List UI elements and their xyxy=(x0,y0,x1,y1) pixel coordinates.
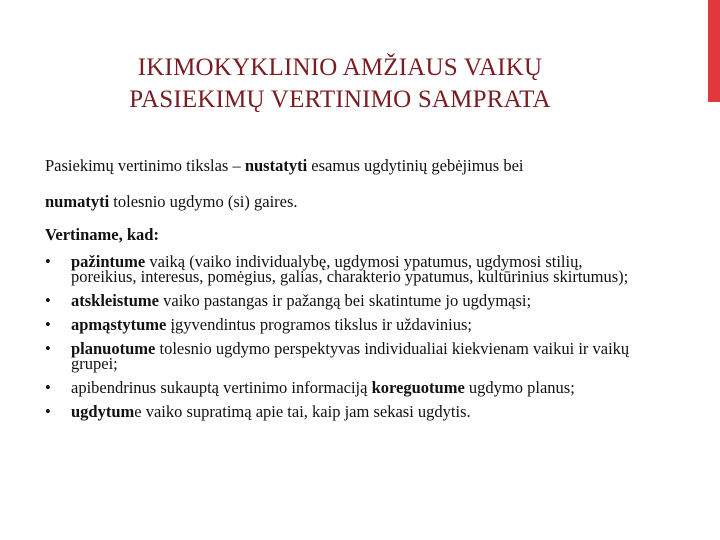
intro-text-1: Pasiekimų vertinimo tikslas – xyxy=(45,156,245,175)
intro-bold-1: nustatyti xyxy=(244,156,308,175)
title-line-2: PASIEKIMŲ VERTINIMO SAMPRATA xyxy=(129,86,551,113)
intro-text-3: tolesnio ugdymo (si) gaires. xyxy=(109,192,298,211)
item-text: įgyvendintus programos tikslus ir uždavinius; xyxy=(166,315,473,334)
bullet-icon: • xyxy=(45,339,51,358)
item-keyword: koreguotume xyxy=(371,378,465,397)
item-text: e vaiko supratimą apie tai, kaip jam sekasi ugdytis. xyxy=(134,402,471,421)
accent-bar xyxy=(708,0,720,102)
lead-text: Vertiname, kad: xyxy=(45,225,159,244)
item-text: ugdymo planus; xyxy=(464,378,575,397)
bullet-list xyxy=(45,254,635,428)
item-text: vaiko pastangas ir pažangą bei skatintume jo ugdymąsi; xyxy=(159,291,532,310)
title-line-1: IKIMOKYKLINIO AMŽIAUS VAIKŲ xyxy=(137,54,543,81)
item-keyword: apmąstytume xyxy=(71,315,167,334)
item-keyword: ugdytum xyxy=(71,402,135,421)
bullet-icon: • xyxy=(45,402,51,421)
list-item xyxy=(45,293,635,308)
list-item xyxy=(45,341,635,371)
item-pre-text: apibendrinus sukauptą vertinimo informaciją xyxy=(71,378,372,397)
bullet-icon: • xyxy=(45,315,51,334)
item-text: vaiką (vaiko individualybę, ugdymosi ypatumus, ugdymosi stilių, poreikius, interesus, pomėgius, galias, charakterio ypatumus, kultūrinius skirtumus); xyxy=(71,252,629,286)
list-item xyxy=(45,317,635,332)
item-keyword: atskleistume xyxy=(71,291,159,310)
list-item xyxy=(45,254,635,284)
list-item xyxy=(45,380,635,395)
item-text: tolesnio ugdymo perspektyvas individualiai kiekvienam vaikui ir vaikų grupei; xyxy=(71,339,630,373)
slide-title xyxy=(0,52,680,116)
intro-bold-2: numatyti xyxy=(45,192,110,211)
bullet-icon: • xyxy=(45,291,51,310)
item-keyword: planuotume xyxy=(71,339,156,358)
bullet-icon: • xyxy=(45,252,51,271)
bullet-icon: • xyxy=(45,378,51,397)
intro-text-2: esamus ugdytinių gebėjimus bei xyxy=(307,156,524,175)
intro-paragraph xyxy=(45,148,625,220)
list-item xyxy=(45,404,635,419)
item-keyword: pažintume xyxy=(71,252,146,271)
